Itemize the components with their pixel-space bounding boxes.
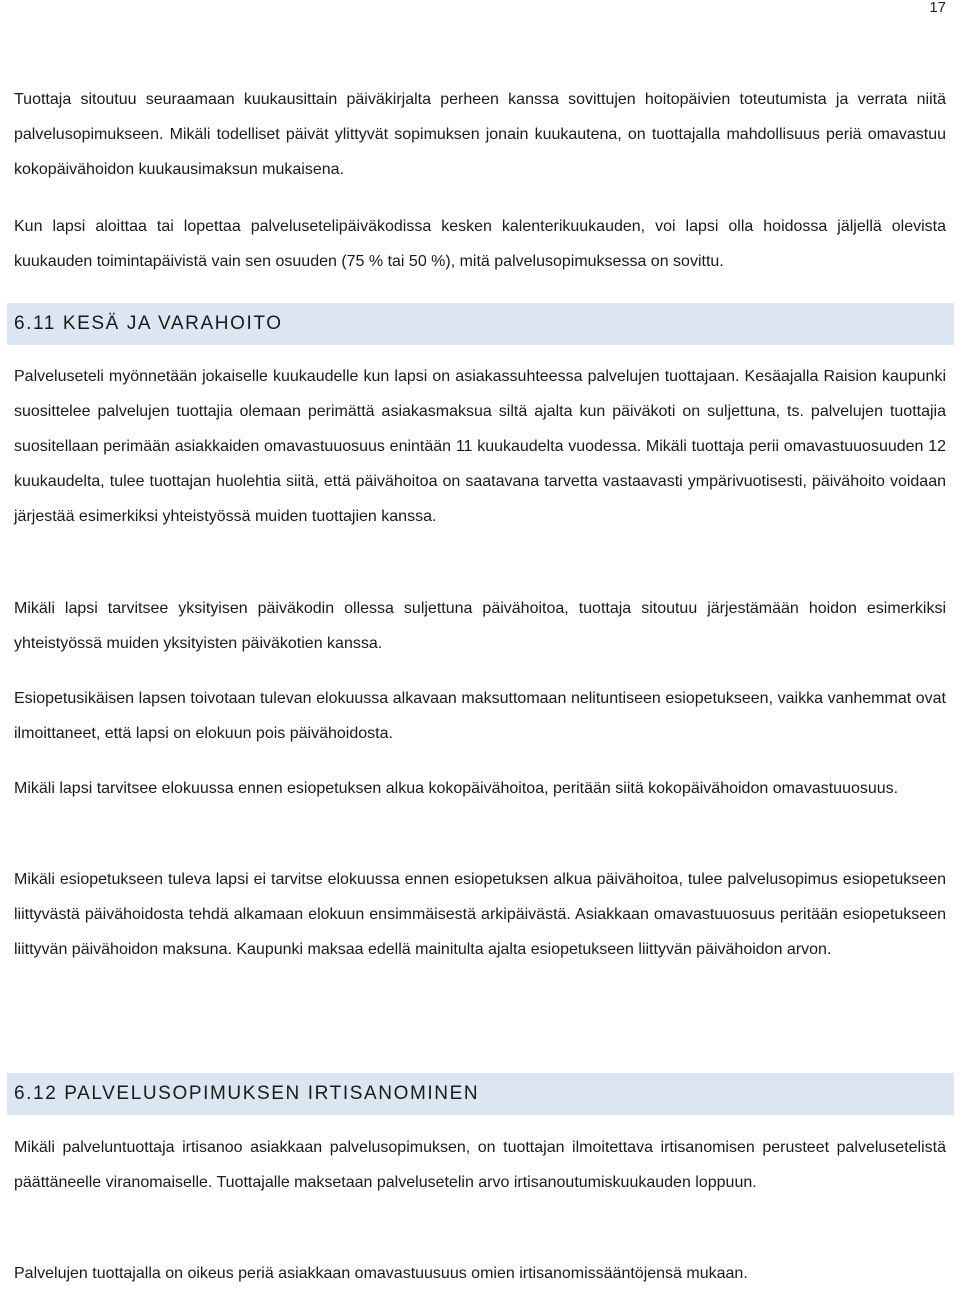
paragraph-closed-daycare: Mikäli lapsi tarvitsee yksityisen päiväkodin ollessa suljettuna päivähoitoa, tuottaja sitoutuu järjestämään hoidon esimerkiksi yhteistyössä muiden yksityisten päiväkotien kanssa. xyxy=(14,600,946,652)
page-number: 17 xyxy=(929,0,946,16)
paragraph-preschool-agreement: Mikäli esiopetukseen tuleva lapsi ei tarvitse elokuussa ennen esiopetuksen alkua päivähoitoa, tulee palvelusopimus esiopetukseen liittyvästä päivähoidosta tehdä alkamaan elokuun ensimmäisestä arkipäivästä. Asiakkaan omavastuuosuus peritään esiopetukseen liittyvän päivähoidon maksuna. Kaupunki maksaa edellä mainitulta ajalta esiopetukseen liittyvän päivähoidon arvon. xyxy=(14,871,946,958)
paragraph-verification: Tuottaja sitoutuu seuraamaan kuukausittain päiväkirjalta perheen kanssa sovittujen hoitopäivien toteutumista ja verrata niitä palvelusopimukseen. Mikäli todelliset päivät ylittyvät sopimuksen jonain kuukautena, on tuottajalla mahdollisuus periä omavastuu kokopäivähoidon kuukausimaksun mukaisena. xyxy=(14,91,946,178)
paragraph-termination-notice: Mikäli palveluntuottaja irtisanoo asiakkaan palvelusopimuksen, on tuottajan ilmoitettava irtisanomisen perusteet palvelusetelistä päättäneelle viranomaiselle. Tuottajalle maksetaan palvelusetelin arvo irtisanoutumiskuukauden loppuun. xyxy=(14,1139,946,1191)
section-heading-band-summer xyxy=(7,303,954,345)
paragraph-preschool-august: Esiopetusikäisen lapsen toivotaan tulevan elokuussa alkavaan maksuttomaan nelituntiseen esiopetukseen, vaikka vanhemmat ovat ilmoittaneet, että lapsi on elokuun pois päivähoidosta. xyxy=(14,690,946,742)
section-heading-summer-care: 6.11 KESÄ JA VARAHOITO xyxy=(14,313,283,334)
paragraph-mid-month-start: Kun lapsi aloittaa tai lopettaa palvelusetelipäiväkodissa kesken kalenterikuukauden, voi lapsi olla hoidossa jäljellä olevista kuukauden toimintapäivistä vain sen osuuden (75 % tai 50 %), mitä palvelusopimuksessa on sovittu. xyxy=(14,218,946,270)
paragraph-termination-rules: Palvelujen tuottajalla on oikeus periä asiakkaan omavastuusuus omien irtisanomissääntöjensä mukaan. xyxy=(14,1265,748,1282)
section-heading-band-termination xyxy=(7,1073,954,1115)
paragraph-voucher-summer: Palveluseteli myönnetään jokaiselle kuukaudelle kun lapsi on asiakassuhteessa palvelujen tuottajaan. Kesäajalla Raision kaupunki suosittelee palvelujen tuottajia olemaan perimättä asiakasmaksua siltä ajalta kun päiväkoti on suljettuna, ts. palvelujen tuottajia suositellaan perimään asiakkaiden omavastuuosuus enintään 11 kuukaudelta vuodessa. Mikäli tuottaja perii omavastuuosuuden 12 kuukaudelta, tulee tuottajan huolehtia siitä, että päivähoitoa on saatavana tarvetta vastaavasti ympärivuotisesti, päivähoito voidaan järjestää esimerkiksi yhteistyössä muiden tuottajien kanssa. xyxy=(14,368,946,525)
section-heading-termination: 6.12 PALVELUSOPIMUKSEN IRTISANOMINEN xyxy=(14,1083,480,1104)
paragraph-august-fullday: Mikäli lapsi tarvitsee elokuussa ennen esiopetuksen alkua kokopäivähoitoa, peritään siitä kokopäivähoidon omavastuuosuus. xyxy=(14,780,899,797)
